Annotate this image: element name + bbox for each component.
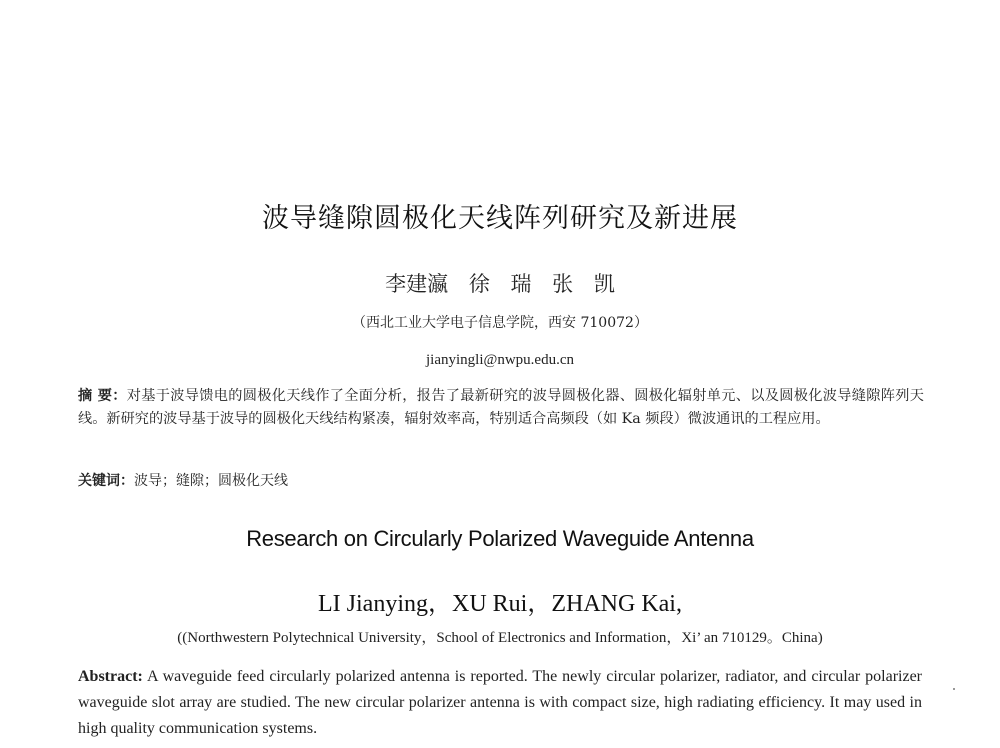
- chinese-keywords-text: 波导；缝隙；圆极化天线: [134, 473, 288, 489]
- english-affiliation: ((Northwestern Polytechnical University，School of Electronics and Information，Xi’ an 710129。China): [177, 630, 823, 646]
- chinese-abstract: [78, 385, 924, 431]
- author-email: jianyingli@nwpu.edu.cn: [426, 352, 574, 368]
- english-authors: LI Jianying，XU Rui，ZHANG Kai,: [318, 591, 682, 617]
- chinese-keywords-label: 关键词：: [78, 473, 134, 489]
- chinese-abstract-text: 对基于波导馈电的圆极化天线作了全面分析，报告了最新研究的波导圆极化器、圆极化辐射单元、以及圆极化波导缝隙阵列天线。新研究的波导基于波导的圆极化天线结构紧凑，辐射效率高，特别适合高频段（如 Ka 频段）微波通讯的工程应用。: [78, 388, 924, 427]
- chinese-keywords: [78, 470, 288, 490]
- chinese-affiliation: （西北工业大学电子信息学院，西安 710072）: [352, 315, 648, 331]
- english-abstract-text: A waveguide feed circularly polarized antenna is reported. The newly circular polarizer, radiator, and circular polarizer waveguide slot array are studied. The new circular polarizer antenna is with compact size, high radiating efficiency. It may used in high quality communication systems.: [78, 668, 922, 737]
- scan-speck: [953, 688, 955, 690]
- chinese-title: 波导缝隙圆极化天线阵列研究及新进展: [262, 203, 738, 234]
- english-abstract-label: Abstract:: [78, 668, 143, 685]
- chinese-authors: 李建瀛 徐 瑞 张 凯: [385, 272, 615, 296]
- english-abstract: [78, 664, 922, 742]
- chinese-abstract-label: 摘 要：: [78, 388, 127, 404]
- english-title: Research on Circularly Polarized Waveguide Antenna: [246, 526, 754, 551]
